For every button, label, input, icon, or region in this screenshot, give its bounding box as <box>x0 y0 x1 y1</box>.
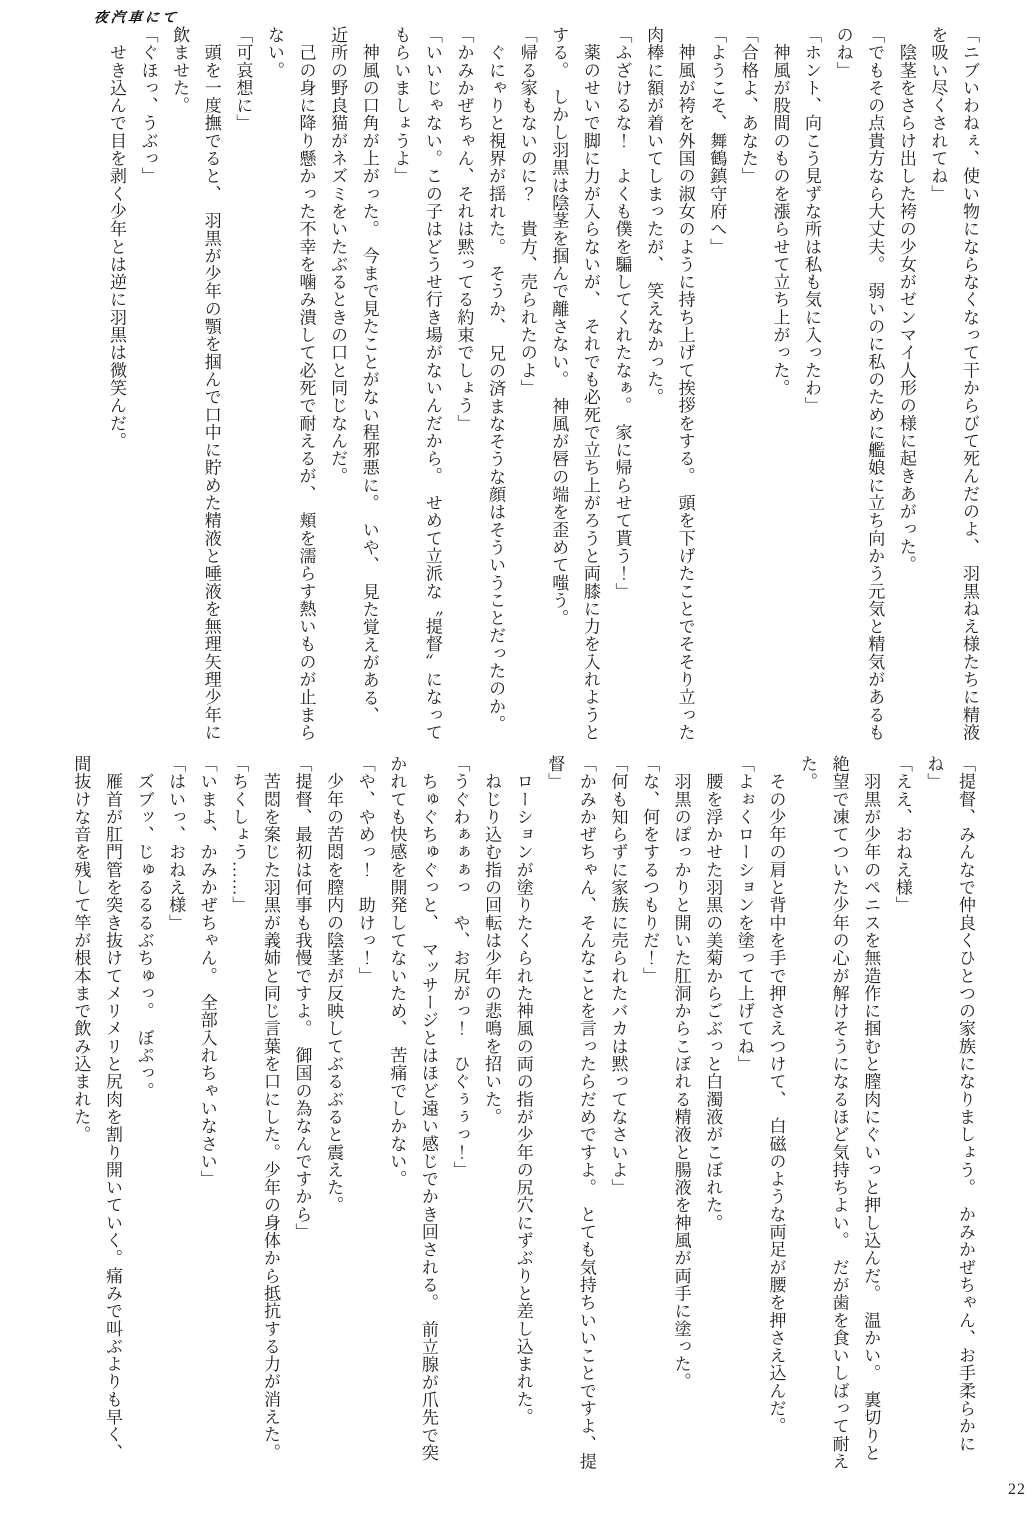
text-section-top <box>100 26 985 743</box>
paragraph: 「提督、最初は何事も我慢ですよ。 御国の為なんですから」 <box>292 755 312 1241</box>
paragraph: 羽黒のぽっかりと開いた肛洞からこぼれる精液と腸液を神風が両手に塗った。 <box>671 755 691 1391</box>
paragraph: 「はいっ、おねえ様」 <box>166 755 186 932</box>
paragraph: 己の身に降り懸かった不幸を噛み潰して必死で耐えるが、 頬を濡らす熱いものが止まらない。 <box>264 26 316 742</box>
paragraph: 「ようこそ、舞鶴鎮守府へ」 <box>707 26 727 256</box>
page-number: 22 <box>1008 1481 1026 1498</box>
paragraph: 「よぉくローションを塗って上げてね」 <box>734 755 754 1073</box>
paragraph: 頭を一度撫でると、 羽黒が少年の顎を掴んで口中に貯めた精液と唾液を無理矢理少年に飲ませた。 <box>170 26 221 742</box>
paragraph: 羽黒が少年のペニスを無造作に掴むと膣肉にぐいっと押し込んだ。 温かい。 裏切りと絶望で凍てついた少年の心が解けそうになるほど気持ちよい。 だが歯を食いしばって耐えた。 <box>798 755 881 1471</box>
paragraph: 「帰る家もないのに？ 貴方、売られたのよ」 <box>517 26 537 397</box>
paragraph: 「な、何をするつもりだ！」 <box>640 755 660 985</box>
paragraph: ねじり込む指の回転は少年の悲鳴を招いた。 <box>482 755 502 1126</box>
paragraph: 「うぐわぁぁぁっ や、お尻がっ！ ひぐぅぅっ！」 <box>450 755 470 1179</box>
paragraph: 「いまよ、かみかぜちゃん。 全部入れちゃいなさい」 <box>197 755 217 1188</box>
paragraph: 陰茎をさらけ出した袴の少女がゼンマイ人形の様に起きあがった。 <box>896 26 916 574</box>
paragraph: 「ぐほっ、うぶっ」 <box>138 26 158 185</box>
paragraph: 「合格よ、あなた」 <box>738 26 758 185</box>
paragraph: 「でもその点貴方なら大丈夫。 弱いのに私のために艦娘に立ち向かう元気と精気があるものね」 <box>833 26 885 742</box>
paragraph: 「ニブいわねぇ、使い物にならなくなって干からびて死んだのよ、 羽黒ねえ様たちに精液を吸い尽くされてね」 <box>928 26 979 742</box>
paragraph: 神風の口角が上がった。 今まで見たことがない程邪悪に。 いや、 見た覚えがある、 近所の野良猫がネズミをいたぶるときの口と同じなんだ。 <box>328 26 379 734</box>
paragraph: 「ちくしょう……」 <box>229 755 249 914</box>
paragraph: せき込んで目を剥く少年とは逆に羽黒は微笑んだ。 <box>106 26 126 450</box>
paragraph: 「提督、みんなで仲良くひとつの家族になりましょう。 かみかぜちゃん、お手柔らかにね」 <box>924 755 975 1453</box>
paragraph: 神風が股間のものを漲らせて立ち上がった。 <box>770 26 790 397</box>
paragraph: 「ふざけるな！ よくも僕を騙してくれたなぁ。 家に帰らせて貰う！」 <box>612 26 632 600</box>
paragraph: 「いいじゃない。この子はどうせ行き場がないんだから。 せめて立派な〝提督〟になってもらいましょうよ」 <box>391 26 442 742</box>
paragraph: 神風が袴を外国の淑女のように持ち上げて挨拶をする。 頭を下げたことでそそり立った肉棒に額が着いてしまったが、 笑えなかった。 <box>644 26 695 742</box>
text-section-bottom <box>65 755 981 1472</box>
paragraph: 「可哀想に」 <box>233 26 253 132</box>
paragraph: ローションが塗りたくられた神風の両の指が少年の尻穴にずぶりと差し込まれた。 <box>513 755 533 1426</box>
paragraph: ちゅぐちゅぐっと、 マッサージとはほど遠い感じでかき回される。 前立腺が爪先で突かれても快感を開発してないため、 苦痛でしかない。 <box>387 755 438 1462</box>
paragraph: ズブッ、じゅるるるぶちゅっ。 ぼぷっ。 <box>134 755 154 1100</box>
paragraph: 「ええ、おねえ様」 <box>892 755 912 914</box>
paragraph: 雁首が肛門管を突き抜けてメリメリと尻肉を割り開いていく。痛みで叫ぶよりも早く、間抜けな音を残して竿が根本まで飲み込まれた。 <box>71 755 122 1461</box>
page-header-title: 夜汽車にて <box>93 11 180 26</box>
paragraph: 少年の苦悶を膣内の陰茎が反映してぶるぶると震えた。 <box>324 755 344 1214</box>
paragraph: ぐにゃりと視界が揺れた。 そうか、 兄の済まなそうな顔はそういうことだったのか。 <box>486 26 506 733</box>
paragraph: 「かみかぜちゃん、それは黙ってる約束でしょう」 <box>454 26 474 432</box>
paragraph: 「かみかぜちゃん、そんなことを言ったらだめですよ。 とても気持ちいいことですよ、提督」 <box>545 755 596 1471</box>
paragraph: 苦悶を案じた羽黒が義姉と同じ言葉を口にした。少年の身体から抵抗する力が消えた。 <box>260 755 280 1461</box>
paragraph: その少年の肩と背中を手で押さえつけて、 白磁のような両足が腰を押さえ込んだ。 <box>766 755 786 1435</box>
paragraph: 腰を浮かせた羽黒の美菊からごぶっと白濁液がこぼれた。 <box>703 755 723 1232</box>
paragraph: 「ホント、向こう見ずな所は私も気に入ったわ」 <box>802 26 822 415</box>
paragraph: 「何も知らずに家族に売られたバカは黙ってなさいよ」 <box>608 755 628 1197</box>
paragraph: 薬のせいで脚に力が入らないが、 それでも必死で立ち上がろうと両膝に力を入れようとする。 しかし羽黒は陰茎を掴んで離さない。 神風が唇の端を歪めて嗤う。 <box>549 26 600 742</box>
paragraph: 「や、やめっ！ 助けっ！」 <box>355 755 375 985</box>
